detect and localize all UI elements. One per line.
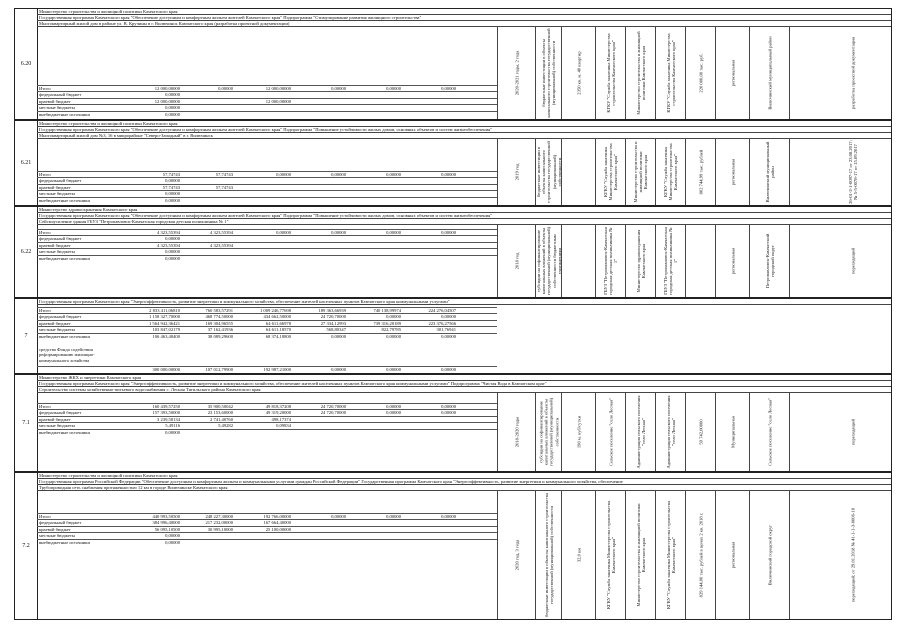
vertical-cell xyxy=(497,27,536,119)
vertical-text: субсидии на софинансирование капитальных вложений в объекты государственной (муниципальной) собственности xyxy=(538,397,560,467)
value-cell: 12 000,00000 xyxy=(265,86,291,91)
vertical-cell xyxy=(535,27,562,119)
vertical-text: региональная xyxy=(730,59,736,87)
row-label: местные бюджеты xyxy=(39,327,75,333)
vertical-cell xyxy=(789,393,905,471)
value-cell: 740 138,99974 xyxy=(373,308,401,313)
value-cell: 167 664,40000 xyxy=(263,520,291,526)
vertical-text: 829 144,00 тыс. рублей в ценах 2 кв. 2018 г. xyxy=(698,512,704,598)
value-cell: 0,00000 xyxy=(165,255,180,261)
section-object: Строительство системы хозяйственно-питьевого водоснабжения с. Лесная Тигильского района Камчатского края xyxy=(37,387,891,393)
value-cell: 57,74743 xyxy=(162,184,180,190)
vertical-cell xyxy=(595,27,626,119)
value-cell: 440 993,50500 xyxy=(152,514,180,519)
vertical-text: переходящий xyxy=(850,419,856,445)
value-cell: 25 100,00000 xyxy=(265,526,291,532)
section-body xyxy=(37,207,891,297)
row-label: федеральный бюджет xyxy=(39,236,82,242)
value-cell: 169 304,96555 xyxy=(205,320,233,326)
value-cell: 3 239,58134 xyxy=(157,416,180,422)
vertical-columns xyxy=(497,491,891,619)
table-row xyxy=(37,111,497,117)
row-label: федеральный бюджет xyxy=(39,178,82,184)
vertical-text: Вилючинский муниципальный район xyxy=(764,141,775,203)
section-6-20 xyxy=(14,8,892,120)
value-cell: 0,00000 xyxy=(165,429,180,435)
section-7-1 xyxy=(14,374,892,472)
value-cell: 0,00000 xyxy=(441,514,456,519)
value-cell: 0,00000 xyxy=(165,92,180,98)
vertical-cell xyxy=(625,27,656,119)
section-7-2 xyxy=(14,472,892,620)
section-object: Многоквартирный жилой дом в районе ул. В. Кручины в г. Вилючинск Камчатского края (разработка проектной документации) xyxy=(37,21,891,27)
row-label: краевой бюджет xyxy=(39,184,71,190)
value-cell: 157 393,50000 xyxy=(152,410,180,416)
vertical-text: ГБУЗ "Петропавловск-Камчатская городская детская поликлиника № 1" xyxy=(663,227,679,295)
value-cell: 49 818,37208 xyxy=(265,404,291,409)
value-cell: 12 000,00000 xyxy=(154,98,180,104)
vertical-cell xyxy=(655,139,686,205)
vertical-cell xyxy=(595,393,626,471)
vertical-text: 220 000,00 тыс. руб. xyxy=(698,53,704,93)
section-7 xyxy=(14,298,892,374)
row-label: краевой бюджет xyxy=(39,242,71,248)
value-cell: 4 323,55394 xyxy=(210,230,233,235)
row-label: краевой бюджет xyxy=(39,320,71,326)
vertical-cell xyxy=(685,27,716,119)
value-cell: 0,00000 xyxy=(165,533,180,539)
value-cell: 5,49116 xyxy=(165,423,180,429)
vertical-text: 26-01-2-1-0097-17 от 23.08.2017; № 5-5-0078-17 от 15.09.2017 xyxy=(847,140,858,204)
vertical-cell xyxy=(749,27,790,119)
value-cell: 64 611,18570 xyxy=(265,327,291,333)
row-label: местные бюджеты xyxy=(39,105,75,111)
section-object: Сейсмоусиление здания ГБУЗ "Петропавловск-Камчатская городская детская поликлиника № 1" xyxy=(37,219,891,225)
vertical-cell xyxy=(625,393,656,471)
value-cell: 0,00000 xyxy=(386,367,401,372)
value-cell: 0,00000 xyxy=(441,86,456,91)
value-cell: 189 363,66939 xyxy=(318,308,346,313)
value-cell: 0,00000 xyxy=(441,410,456,416)
row-label: внебюджетные источники xyxy=(39,111,90,117)
value-cell: 0,00000 xyxy=(441,367,456,372)
value-cell: 38 089,29600 xyxy=(207,333,233,339)
value-cell: 301,76941 xyxy=(436,327,456,333)
value-cell: 568,80347 xyxy=(326,327,346,333)
vertical-cell xyxy=(535,393,562,471)
vertical-text: Вилючинский муниципальный район xyxy=(767,36,773,110)
vertical-text: 2019 год xyxy=(514,163,520,181)
table-row xyxy=(37,539,497,545)
vertical-text: Сельское поселение "село Лесная" xyxy=(608,397,614,467)
value-cell: 2 741,40760 xyxy=(210,416,233,422)
row-label: местные бюджеты xyxy=(39,191,75,197)
row-label: местные бюджеты xyxy=(39,249,75,255)
section-object: Трубопроводная сеть снабжения протяженностью 12 км в городе Вилючинске Камчатского края xyxy=(37,485,891,491)
value-cell: 106 463,48400 xyxy=(152,333,180,339)
vertical-columns xyxy=(497,139,891,205)
value-cell: 0,00000 xyxy=(331,514,346,519)
value-cell: 0,00000 xyxy=(331,86,346,91)
table-row xyxy=(37,255,497,261)
row-label: Итого xyxy=(39,308,51,313)
value-cell: 1 009 246,77698 xyxy=(259,308,291,313)
value-cell: 24 720,70000 xyxy=(320,314,346,320)
section-6-22 xyxy=(14,206,892,298)
value-cell: 0,00000 xyxy=(165,105,180,111)
vertical-cell xyxy=(789,225,905,297)
vertical-text: 190 м. куб/сутки xyxy=(576,415,582,449)
vertical-text: бюджетные инвестиции в объекты капитального строительства государственной (муниципальной) собственности xyxy=(541,28,557,118)
section-ministry: Министерство строительства и жилищной политики Камчатского края xyxy=(37,9,891,15)
vertical-cell xyxy=(497,491,536,619)
vertical-text: 59 742,00000 xyxy=(698,419,704,445)
vertical-text: Муниципальная xyxy=(730,416,736,448)
value-cell: 160 439,57250 xyxy=(152,404,180,409)
vertical-cell xyxy=(715,491,750,619)
vertical-cell xyxy=(535,139,562,205)
row-label: Итого xyxy=(39,172,51,177)
value-cell: 4 323,55394 xyxy=(157,230,180,235)
vertical-cell xyxy=(789,139,905,205)
section-program: Государственная программа Камчатского края "Энергоэффективность, развитие энергетики и коммунального хозяйства, обеспечение жителей населенных пунктов Камчатского края коммунальными услугами" xyxy=(37,299,891,305)
vertical-cell xyxy=(749,393,790,471)
value-cell: 57,74743 xyxy=(162,172,180,177)
value-cell: 192 766,00000 xyxy=(263,514,291,519)
vertical-columns xyxy=(497,225,891,297)
section-body xyxy=(37,299,891,373)
section-ministry: Министерство строительства и жилищной политики Камчатского края xyxy=(37,473,891,479)
value-cell: 0,00000 xyxy=(441,404,456,409)
value-cell: 57,74743 xyxy=(215,184,233,190)
section-number: 6.20 xyxy=(15,9,38,119)
value-cell: 0,09834 xyxy=(276,423,291,429)
vertical-cell xyxy=(749,225,790,297)
vertical-cell xyxy=(561,491,596,619)
value-cell: 0,00000 xyxy=(441,314,456,320)
value-cell: 0,00000 xyxy=(386,333,401,339)
vertical-text: 2350 кв. м. 40 квартир xyxy=(576,51,582,95)
row-label: федеральный бюджет xyxy=(39,410,82,416)
value-cell: 0,00000 xyxy=(276,230,291,235)
vertical-cell xyxy=(561,393,596,471)
value-cell: 434 662,50000 xyxy=(263,314,291,320)
vertical-text: Министерство строительства и жилищной политики Камчатского края xyxy=(635,503,646,607)
vertical-cell xyxy=(561,225,596,297)
section-program: Государственная программа Российской Федерации "Обеспечение доступным и комфортным жильем и коммунальными услугами граждан Российской Федерации" Государственная программа Камчатского края "Энергоэффективность, развитие энергетики и коммунального хозяйства, обеспечение xyxy=(37,479,891,485)
vertical-cell xyxy=(685,139,716,205)
vertical-cell xyxy=(535,491,562,619)
value-cell: 2 833 411,06810 xyxy=(149,308,180,313)
value-cell: 0,00000 xyxy=(441,172,456,177)
vertical-text: 2020 год, 3 года xyxy=(514,539,520,571)
vertical-text: 32,0 км xyxy=(576,547,582,563)
vertical-text: региональная xyxy=(730,541,736,569)
vertical-text: 2018-2020 годы xyxy=(514,416,520,448)
value-cell: 49 319,20000 xyxy=(265,410,291,416)
value-cell: 224 276,04507 xyxy=(428,308,456,313)
value-cell: 57,74743 xyxy=(215,172,233,177)
vertical-columns xyxy=(497,27,891,119)
vertical-text: переходящий; от 29.01.2018 № 41-1-1-3-0006-18 xyxy=(850,507,856,603)
section-6-21 xyxy=(14,120,892,206)
row-label: Итого xyxy=(39,86,51,91)
vertical-cell xyxy=(715,139,750,205)
section-ministry: Министерство ЖКХ и энергетики Камчатского края xyxy=(37,375,891,381)
vertical-text: региональная xyxy=(730,158,736,186)
vertical-cell xyxy=(715,393,750,471)
value-cell: 0,00000 xyxy=(218,86,233,91)
value-cell: 107 012,79900 xyxy=(205,367,233,372)
value-cell: 0,00000 xyxy=(441,230,456,235)
vertical-text: ГБУЗ "Петропавловск-Камчатская городская детская поликлиника № 1" xyxy=(603,227,619,295)
vertical-cell xyxy=(655,393,686,471)
section-number: 6.21 xyxy=(15,121,38,205)
vertical-text: КГКУ "Служба заказчика Министерства строительства Камчатского края" xyxy=(605,33,616,113)
value-cell: 760 583,57291 xyxy=(205,308,233,313)
section-number: 7.1 xyxy=(15,375,38,471)
vertical-text: Министерство строительства и жилищной политики Камчатского края xyxy=(635,31,646,115)
section-program: Государственная программа Камчатского края "Обеспечение доступным и комфортным жильем жителей Камчатского края" Подпрограмма "Повышение устойчивости жилых домов, основных объектов и систем жизнеобеспечения" xyxy=(37,213,891,219)
value-cell: 4 323,55394 xyxy=(157,242,180,248)
vertical-text: КГКУ "Служба заказчика Министерства строительства Камчатского края" xyxy=(603,143,619,201)
vertical-cell xyxy=(595,225,626,297)
value-cell: 192 987,21000 xyxy=(263,367,291,372)
vertical-text: переходящий xyxy=(850,248,856,274)
row-label: краевой бюджет xyxy=(39,98,71,104)
value-cell: 4 323,55394 xyxy=(210,242,233,248)
value-cell: 739 316,20189 xyxy=(373,320,401,326)
vertical-cell xyxy=(655,27,686,119)
value-cell: 0,00000 xyxy=(165,178,180,184)
value-cell: 822,79785 xyxy=(381,327,401,333)
vertical-text: региональная xyxy=(730,247,736,275)
vertical-text: Администрация сельского поселения "село Лесная" xyxy=(665,395,676,469)
vertical-text: Администрация сельского поселения "село Лесная" xyxy=(635,395,646,469)
value-cell: 1 564 942,36421 xyxy=(148,320,180,326)
row-label: федеральный бюджет xyxy=(39,520,82,526)
value-cell: 0,00000 xyxy=(386,314,401,320)
value-cell: 37 162,41936 xyxy=(207,327,233,333)
vertical-cell xyxy=(561,27,596,119)
value-cell: 0,00000 xyxy=(386,172,401,177)
vertical-text: КГКУ "Служба заказчика Министерства строительства Камчатского края" xyxy=(665,33,676,113)
row-label: краевой бюджет xyxy=(39,526,71,532)
vertical-text: Вилючинский городской округ xyxy=(767,524,773,586)
document-sheet xyxy=(14,8,892,620)
value-cell: 12 000,00000 xyxy=(265,98,291,104)
value-cell: 0,00000 xyxy=(331,172,346,177)
vertical-cell xyxy=(715,27,750,119)
vertical-cell xyxy=(625,491,656,619)
section-number: 6.22 xyxy=(15,207,38,297)
row-label: местные бюджеты xyxy=(39,533,75,539)
row-label: Итого xyxy=(39,404,51,409)
vertical-text: Сельское поселение "село Лесная" xyxy=(767,397,773,467)
value-cell: 0,00000 xyxy=(386,86,401,91)
value-cell: 0,00000 xyxy=(165,249,180,255)
vertical-text: 2018 год xyxy=(514,252,520,270)
vertical-cell xyxy=(685,393,716,471)
section-number: 7.2 xyxy=(15,473,38,619)
vertical-cell xyxy=(497,139,536,205)
vertical-cell xyxy=(789,491,905,619)
value-cell: 0,00000 xyxy=(441,333,456,339)
row-label: внебюджетные источники xyxy=(39,333,90,339)
value-cell: 0,00000 xyxy=(386,230,401,235)
vertical-cell xyxy=(595,139,626,205)
vertical-text: 802 744,99 тыс. рублей xyxy=(698,149,704,195)
vertical-cell xyxy=(535,225,562,297)
value-cell: 248 227,30000 xyxy=(205,514,233,519)
vertical-columns xyxy=(497,393,891,471)
row-label: внебюджетные источники xyxy=(39,197,90,203)
section-body xyxy=(37,9,891,119)
vertical-cell xyxy=(497,393,536,471)
section-program: Государственная программа Камчатского края "Энергоэффективность, развитие энергетики и коммунального хозяйства, обеспечение жителей населенных пунктов Камчатского края коммунальными услугами" Подпрограмма "Чистая Вода в Камчатском крае" xyxy=(37,381,891,387)
value-cell: 1 158 327,70000 xyxy=(148,314,180,320)
value-cell: 56 095,10500 xyxy=(154,526,180,532)
value-cell: 0,00000 xyxy=(165,236,180,242)
table-row xyxy=(37,197,497,203)
vertical-text: КГКУ "Служба заказчика Министерства строительства Камчатского края" xyxy=(665,500,676,610)
value-cell: 384 996,40000 xyxy=(152,520,180,526)
section-number: 7 xyxy=(15,299,38,373)
vertical-text: бюджетные инвестиции в объекты капитального строительства государственной (муниципальной) собственности xyxy=(535,141,562,203)
value-cell: 0,00000 xyxy=(165,111,180,117)
value-cell: 35 900,50042 xyxy=(207,404,233,409)
vertical-text: разработка проектной документации xyxy=(850,36,856,110)
vertical-text: КГКУ "Служба заказчика Министерства строительства Камчатского края" xyxy=(605,500,616,610)
row-label: федеральный бюджет xyxy=(39,314,82,320)
section-program: Государственная программа Камчатского края "Обеспечение доступным и комфортным жильем жителей Камчатского края" Подпрограмма "Стимулирование развития жилищного строительства" xyxy=(37,15,891,21)
value-cell: 24 720,70000 xyxy=(320,404,346,409)
table-row xyxy=(37,333,497,339)
section-body xyxy=(37,121,891,205)
row-label: Итого xyxy=(39,514,51,519)
value-cell: 5,49282 xyxy=(218,423,233,429)
vertical-cell xyxy=(715,225,750,297)
value-cell: 0,00000 xyxy=(331,333,346,339)
vertical-cell xyxy=(749,139,790,205)
row-label: местные бюджеты xyxy=(39,423,75,429)
row-label: краевой бюджет xyxy=(39,416,71,422)
value-cell: 0,00000 xyxy=(165,191,180,197)
value-cell: 0,00000 xyxy=(165,539,180,545)
value-cell: 0,00000 xyxy=(386,514,401,519)
value-cell: 498,17374 xyxy=(271,416,291,422)
section-body xyxy=(37,473,891,619)
vertical-cell xyxy=(749,491,790,619)
vertical-text: бюджетные инвестиции в объекты капитального строительства государственной (муниципальной) собственности xyxy=(543,493,554,618)
value-cell: 0,00000 xyxy=(165,197,180,203)
row-label: внебюджетные источники xyxy=(39,429,90,435)
vertical-cell xyxy=(655,491,686,619)
row-label: внебюджетные источники xyxy=(39,255,90,261)
fund-note: средства Фонда содействия реформированию жилищно-коммунального хозяйства xyxy=(39,347,95,363)
vertical-cell xyxy=(685,225,716,297)
value-cell: 0,00000 xyxy=(331,230,346,235)
value-cell: 23 153,60000 xyxy=(207,410,233,416)
vertical-cell xyxy=(497,225,536,297)
row-label: Итого xyxy=(39,230,51,235)
vertical-text: субсидии на софинансирование капитальных вложений в объекты государственной (муниципальной) собственности бюджетным учреждениям xyxy=(535,226,562,296)
table-row xyxy=(37,429,497,435)
value-cell: 0,00000 xyxy=(276,172,291,177)
value-cell: 0,00000 xyxy=(386,404,401,409)
vertical-cell xyxy=(561,139,596,205)
value-cell: 64 611,66978 xyxy=(265,320,291,326)
value-cell: 0,00000 xyxy=(331,367,346,372)
row-label: федеральный бюджет xyxy=(39,92,82,98)
row-label: внебюджетные источники xyxy=(39,539,90,545)
vertical-cell xyxy=(625,225,656,297)
vertical-cell xyxy=(789,27,905,119)
section-ministry: Министерство здравоохранения Камчатского края xyxy=(37,207,891,213)
vertical-cell xyxy=(625,139,656,205)
value-cell: 68 374,18800 xyxy=(265,333,291,339)
vertical-cell xyxy=(685,491,716,619)
vertical-text: Министерство строительства и жилищной политики Камчатского края xyxy=(633,141,649,203)
value-cell: 0,00000 xyxy=(386,410,401,416)
section-body xyxy=(37,375,891,471)
value-cell: 12 000,00000 xyxy=(154,86,180,91)
table-row-fund xyxy=(37,366,497,372)
vertical-cell xyxy=(595,491,626,619)
value-cell: 468 774,50000 xyxy=(205,314,233,320)
vertical-text: 2020-2021 годы, 2 года xyxy=(514,50,520,96)
section-program: Государственная программа Камчатского края "Обеспечение доступным и комфортным жильем жителей Камчатского края" Подпрограмма "Повышение устойчивости жилых домов, основных объектов и систем жизнеобеспечения" xyxy=(37,127,891,133)
value-cell: 27 334,12993 xyxy=(320,320,346,326)
vertical-cell xyxy=(655,225,686,297)
vertical-text: Петропавловск-Камчатский городской округ xyxy=(764,233,775,289)
vertical-text: КГКУ "Служба заказчика Министерства строительства Камчатского края" xyxy=(663,143,679,201)
section-object: Многоквартирный жилой дом №3, 16 в микрорайоне "Северо-Западный" в г. Вилючинск xyxy=(37,133,891,139)
value-cell: 24 720,70000 xyxy=(320,410,346,416)
value-cell: 103 847,02179 xyxy=(152,327,180,333)
value-cell: 30 995,10000 xyxy=(207,526,233,532)
value-cell: 223 376,27566 xyxy=(428,320,456,326)
section-ministry: Министерство строительства и жилищной политики Камчатского края xyxy=(37,121,891,127)
value-cell: 217 232,00000 xyxy=(205,520,233,526)
vertical-text: Министерство здравоохранения Камчатского края xyxy=(635,229,646,293)
value-cell: 300 000,00000 xyxy=(152,367,180,372)
